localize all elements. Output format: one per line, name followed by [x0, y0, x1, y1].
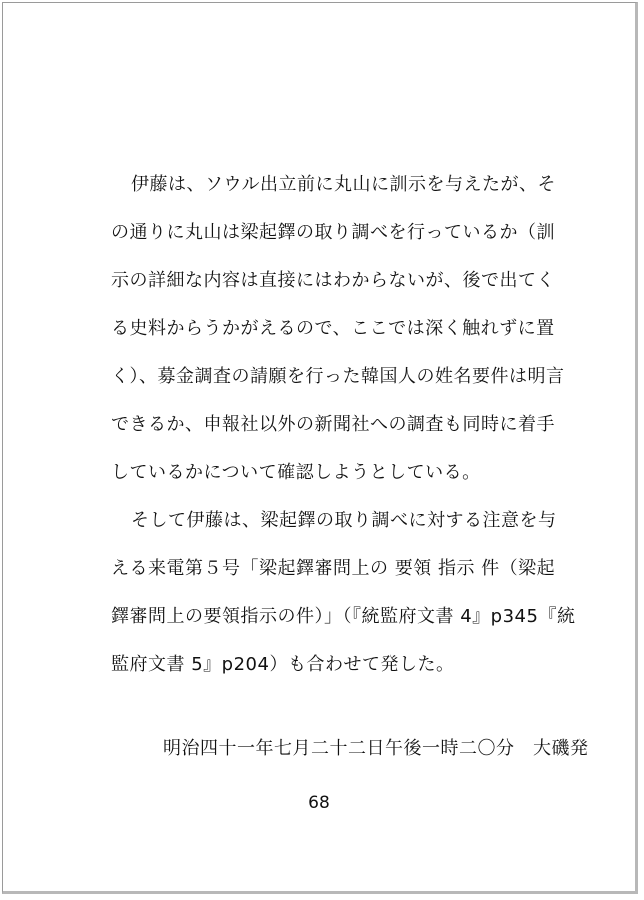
- page-number: 68: [308, 793, 330, 813]
- paragraph-1-line: く）、募金調査の請願を行った韓国人の姓名要件は明言: [111, 366, 565, 387]
- paragraph-2-line: える来電第５号「梁起鐸審問上の 要領 指示 件（梁起: [111, 558, 556, 579]
- paragraph-1-line: できるか、申報社以外の新聞社への調査も同時に着手: [111, 414, 555, 435]
- paragraph-1-line: 伊藤は、ソウル出立前に丸山に訓示を与えたが、そ: [131, 174, 556, 195]
- paragraph-1-line: しているかについて確認しようとしている。: [111, 462, 481, 483]
- paragraph-1-line: の通りに丸山は梁起鐸の取り調べを行っているか（訓: [111, 222, 555, 243]
- paragraph-2-line: 鐸審問上の要領指示の件）」（『統監府文書 4』p345『統: [111, 606, 576, 627]
- body-text: [111, 161, 576, 689]
- page: [2, 2, 638, 894]
- paragraph-1-line: る史料からうかがえるので、ここでは深く触れずに置: [111, 318, 555, 339]
- paragraph-1-line: 示の詳細な内容は直接にはわからないが、後で出てく: [111, 270, 555, 291]
- telegram-dateline: 明治四十一年七月二十二日午後一時二〇分 大磯発: [163, 738, 589, 759]
- paragraph-2-line: そして伊藤は、梁起鐸の取り調べに対する注意を与: [131, 510, 557, 531]
- paragraph-2-line: 監府文書 5』p204）も合わせて発した。: [111, 654, 455, 675]
